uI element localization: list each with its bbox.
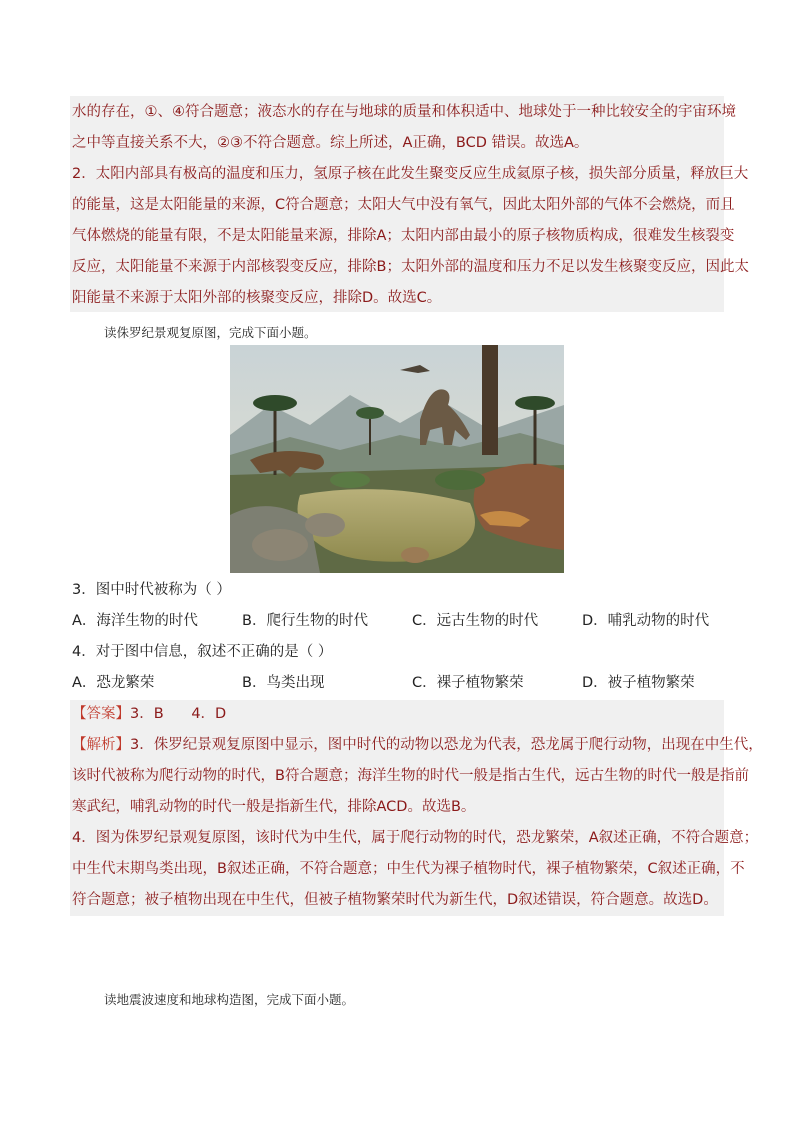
analysis-line: 4．图为侏罗纪景观复原图，该时代为中生代，属于爬行动物的时代，恐龙繁荣，A叙述正确，不符合题意； — [72, 830, 759, 846]
analysis-text: 3．侏罗纪景观复原图中显示，图中时代的动物以恐龙为代表，恐龙属于爬行动物，出现在中生代， — [130, 737, 763, 753]
explanation-line: 2．太阳内部具有极高的温度和压力，氢原子核在此发生聚变反应生成氦原子核，损失部分质量，释放巨大 — [72, 166, 749, 182]
q3-option-a: A．海洋生物的时代 — [72, 613, 198, 629]
q3-option-b: B．爬行生物的时代 — [242, 613, 368, 629]
analysis-line: 中生代末期鸟类出现，B叙述正确，不符合题意；中生代为裸子植物时代，裸子植物繁荣，C叙述正确，不 — [72, 861, 745, 877]
next-figure-caption: 读地震波速度和地球构造图，完成下面小题。 — [104, 992, 355, 1007]
explanation-line: 阳能量不来源于太阳外部的核聚变反应，排除D。故选C。 — [72, 290, 442, 306]
analysis-line: 寒武纪，哺乳动物的时代一般是指新生代，排除ACD。故选B。 — [72, 799, 476, 815]
analysis-tag: 【解析】 — [72, 737, 130, 753]
analysis-line: 符合题意；被子植物出现在中生代，但被子植物繁荣时代为新生代，D叙述错误，符合题意。故选D。 — [72, 892, 718, 908]
explanation-line: 反应，太阳能量不来源于内部核裂变反应，排除B；太阳外部的温度和压力不足以发生核聚变反应，因此太 — [72, 259, 749, 275]
q4-option-d: D．被子植物繁荣 — [582, 675, 695, 691]
q4-option-a: A．恐龙繁荣 — [72, 675, 155, 691]
q4-option-c: C．裸子植物繁荣 — [412, 675, 524, 691]
question-3-stem: 3．图中时代被称为（ ） — [72, 582, 231, 598]
q3-option-c: C．远古生物的时代 — [412, 613, 539, 629]
answer-line — [72, 704, 226, 724]
answer-tag: 【答案】 — [72, 706, 130, 722]
explanation-line: 之中等直接关系不大，②③不符合题意。综上所述，A正确，BCD 错误。故选A。 — [72, 135, 589, 151]
analysis-first-line — [72, 735, 763, 755]
analysis-line: 该时代被称为爬行动物的时代，B符合题意；海洋生物的时代一般是指古生代，远古生物的时代一般是指前 — [72, 768, 749, 784]
jurassic-landscape-image — [230, 345, 564, 573]
figure-caption: 读侏罗纪景观复原图，完成下面小题。 — [104, 325, 317, 340]
explanation-line: 的能量，这是太阳能量的来源，C符合题意；太阳大气中没有氧气，因此太阳外部的气体不会燃烧，而且 — [72, 197, 735, 213]
answer-text: 3．B 4．D — [130, 706, 227, 722]
question-4-stem: 4．对于图中信息，叙述不正确的是（ ） — [72, 644, 333, 660]
jurassic-landscape-illustration — [230, 345, 564, 573]
explanation-line: 气体燃烧的能量有限，不是太阳能量来源，排除A；太阳内部由最小的原子核物质构成，很难发生核裂变 — [72, 228, 735, 244]
q4-option-b: B．鸟类出现 — [242, 675, 325, 691]
q3-option-d: D．哺乳动物的时代 — [582, 613, 710, 629]
explanation-line: 水的存在，①、④符合题意；液态水的存在与地球的质量和体积适中、地球处于一种比较安全的宇宙环境 — [72, 104, 736, 120]
